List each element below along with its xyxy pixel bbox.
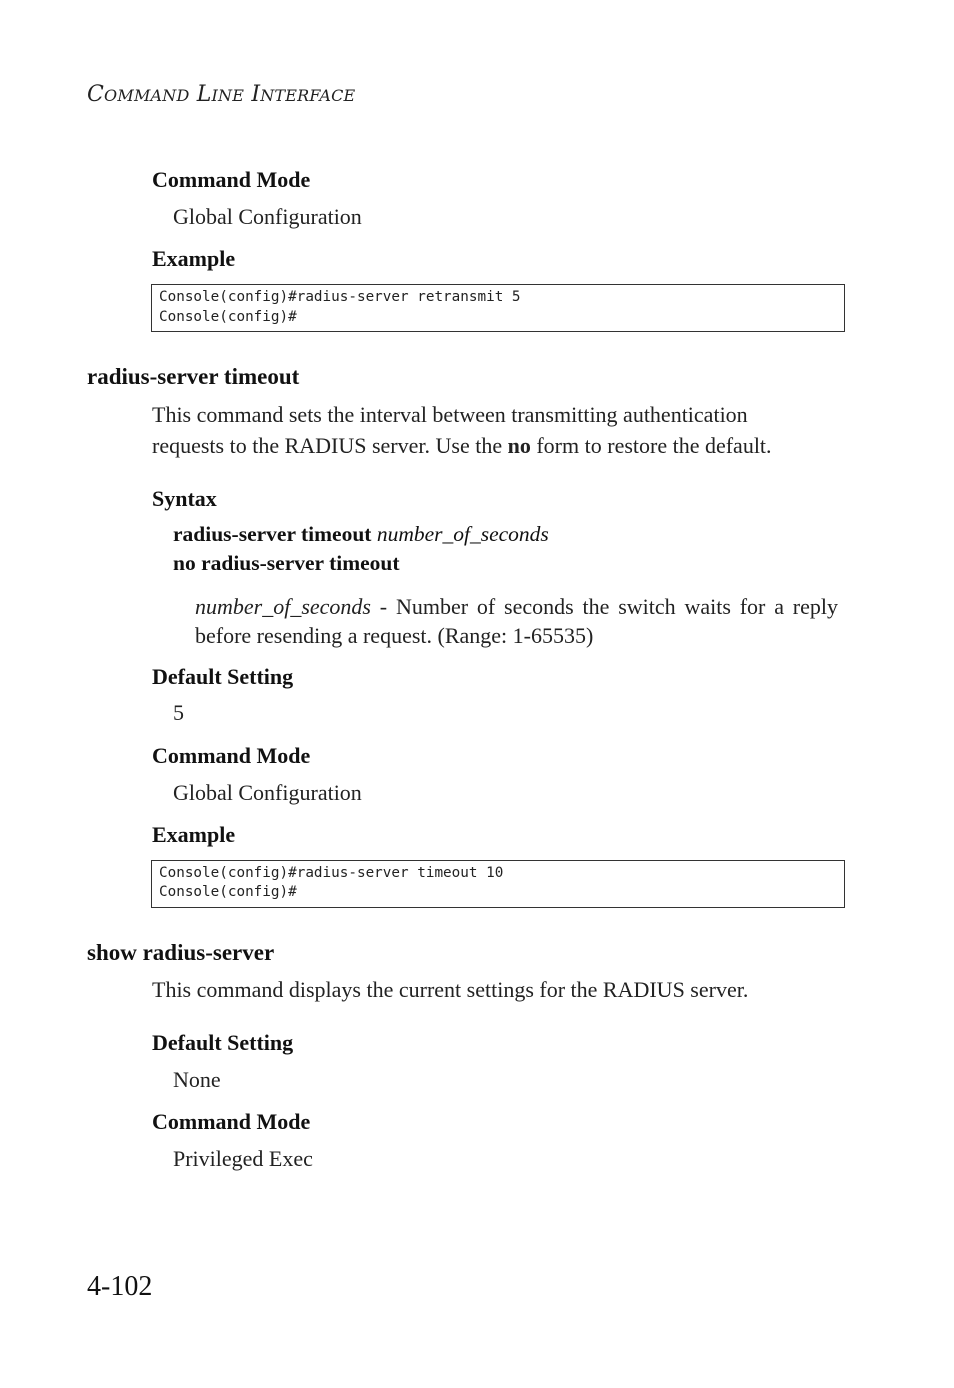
running-head-initial-2: L — [196, 82, 212, 107]
code-line: Console(config)# — [159, 309, 297, 325]
code-line: Console(config)#radius-server retransmit 5 — [159, 289, 521, 305]
default-setting-heading: Default Setting — [152, 664, 294, 689]
no-keyword: no — [507, 433, 531, 458]
syntax-heading: Syntax — [152, 486, 217, 511]
default-setting-value: 5 — [173, 700, 184, 725]
example-heading: Example — [152, 822, 236, 847]
description-line: This command displays the current settings for the RADIUS server. — [152, 977, 749, 1002]
command-mode-heading: Command Mode — [152, 743, 311, 768]
command-mode-value: Global Configuration — [173, 780, 362, 805]
page-number: 4-102 — [87, 1271, 153, 1302]
description-text: form to restore the default. — [530, 433, 772, 458]
description-line: This command sets the interval between transmitting authentication — [152, 402, 748, 427]
parameter-text: - Number of seconds the switch waits for a reply before resending a request. (Range: 1-65535) — [195, 594, 838, 648]
parameter-description — [195, 592, 838, 650]
section-title-show-radius-server: show radius-server — [87, 940, 275, 965]
default-setting-heading: Default Setting — [152, 1030, 294, 1055]
command-mode-heading: Command Mode — [152, 167, 311, 192]
default-setting-value: None — [173, 1067, 221, 1092]
description-text: requests to the RADIUS server. Use the — [152, 433, 508, 458]
description-line — [152, 433, 772, 459]
example-heading: Example — [152, 246, 236, 271]
syntax-no-command-line — [173, 551, 400, 576]
parameter-name: number_of_seconds — [195, 594, 371, 619]
code-line: Console(config)# — [159, 884, 297, 900]
code-example-retransmit — [151, 284, 845, 332]
command-mode-value: Privileged Exec — [173, 1146, 313, 1171]
running-head — [87, 82, 355, 107]
code-line: Console(config)#radius-server timeout 10 — [159, 865, 504, 881]
running-head-word-1: OMMAND — [104, 86, 190, 105]
syntax-parameter: number_of_seconds — [376, 522, 549, 546]
command-mode-heading: Command Mode — [152, 1109, 311, 1134]
running-head-initial-1: C — [87, 82, 105, 107]
code-example-timeout — [151, 860, 845, 908]
section-title-radius-server-timeout: radius-server timeout — [87, 364, 300, 389]
syntax-no-command: no radius-server timeout — [173, 551, 400, 575]
syntax-command-line — [173, 522, 549, 547]
syntax-command: radius-server timeout — [173, 522, 372, 546]
running-head-initial-3: I — [251, 82, 261, 107]
running-head-word-3: NTERFACE — [260, 86, 356, 105]
command-mode-value: Global Configuration — [173, 204, 362, 229]
running-head-word-2: INE — [211, 86, 245, 105]
